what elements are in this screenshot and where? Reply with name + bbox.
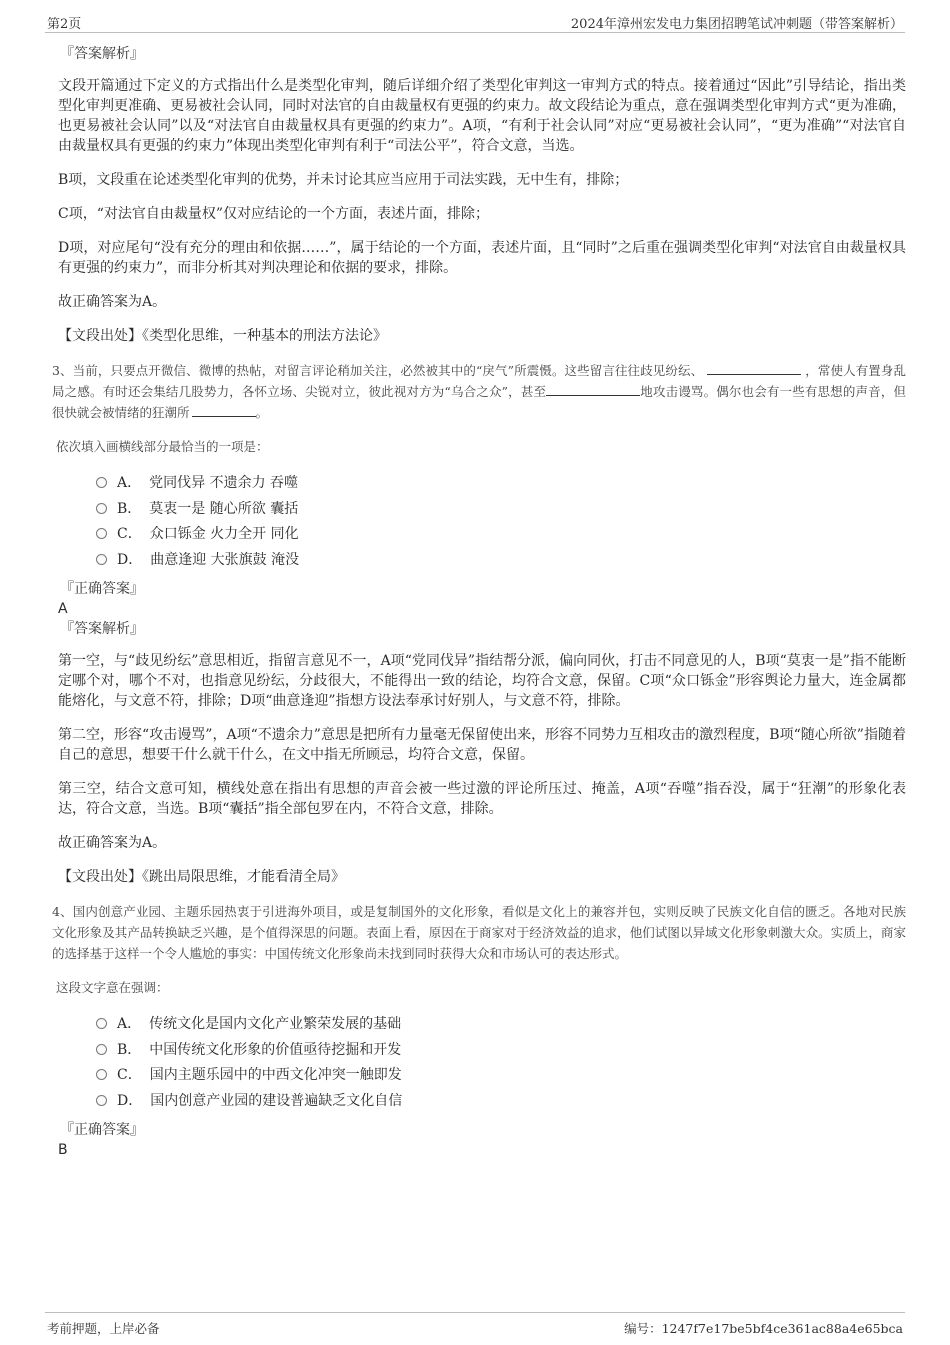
question-4-stem — [52, 901, 906, 964]
radio-icon[interactable] — [96, 554, 107, 565]
answer-options — [96, 1012, 906, 1114]
radio-icon[interactable] — [96, 1069, 107, 1080]
source-citation: 【文段出处】《跳出局限思维，才能看清全局》 — [58, 869, 345, 885]
question-prompt: 这段文字意在强调： — [56, 980, 169, 995]
radio-icon[interactable] — [96, 477, 107, 488]
option-b[interactable]: B． 中国传统文化形象的价值亟待挖掘和开发 — [96, 1038, 906, 1064]
correct-answer: B — [58, 1142, 68, 1158]
option-b[interactable]: B． 莫衷一是 随心所欲 囊括 — [96, 497, 906, 523]
analysis-paragraph: D项，对应尾句“没有充分的理由和依据……”，属于结论的一个方面，表述片面，且“同时”之后重在强调类型化审判“对法官自由裁量权具有更强的约束力”，而非分析其对判决理论和依据的要求，排除。 — [58, 240, 906, 276]
question-3-stem — [52, 360, 906, 423]
question-text: 当前，只要点开微信、微博的热帖，对留言评论稍加关注，必然被其中的“戾气”所震慑。这些留言往往歧见纷纭、 — [72, 363, 704, 378]
fill-blank-1 — [707, 361, 801, 375]
question-number: 3、 — [52, 363, 73, 378]
analysis-paragraph: 文段开篇通过下定义的方式指出什么是类型化审判，随后详细介绍了类型化审判这一审判方式的特点。接着通过“因此”引导结论，指出类型化审判更准确、更易被社会认同，同时对法官的自由裁量权有更强的约束力。故文段结论为重点，意在强调类型化审判方式“更为准确，也更易被社会认同”以及“对法官自由裁量权具有更强的约束力”。A项，“有利于社会认同”对应“更易被社会认同”，“更为准确”“对法官自由裁量权具有更强的约束力”体现出类型化审判有利于“司法公平”，符合文意，当选。 — [58, 78, 906, 154]
question-text: 国内创意产业园、主题乐园热衷于引进海外项目，或是复制国外的文化形象，看似是文化上的兼容并包，实则反映了民族文化自信的匮乏。各地对民族文化形象及其产品转换缺乏兴趣，是个值得深思的问题。表面上看，原因在于商家对于经济效益的追求，他们试图以异域文化形象刺激大众。实质上，商家的选择基于这样一个令人尴尬的事实：中国传统文化形象尚未找到同时获得大众和市场认可的表达形式。 — [52, 904, 906, 961]
question-number: 4、 — [52, 904, 73, 919]
question-text: 地攻击谩骂。偶尔也会有一些有思想的声音，但很快就会被情绪的狂潮所 — [52, 384, 906, 420]
radio-icon[interactable] — [96, 528, 107, 539]
analysis-paragraph: 第二空，形容“攻击谩骂”，A项“不遗余力”意思是把所有力量毫无保留使出来，形容不同势力互相攻击的激烈程度，B项“随心所欲”指随着自己的意思，想要干什么就干什么，在文中指无所顾忌，均符合文意，保留。 — [58, 727, 906, 763]
analysis-paragraph: 第一空，与“歧见纷纭”意思相近，指留言意见不一，A项“党同伐异”指结帮分派，偏向同伙，打击不同意见的人，B项“莫衷一是”指不能断定哪个对，哪个不对，也指意见纷纭，分歧很大，不能得出一致的结论，均符合文意，保留。C项“众口铄金”形容舆论力量大，连金属都能熔化，与文意不符，排除；D项“曲意逢迎”指想方设法奉承讨好别人，与文意不符，排除。 — [58, 653, 906, 709]
radio-icon[interactable] — [96, 503, 107, 514]
page-number: 第2页 — [47, 17, 82, 32]
page-content — [52, 44, 906, 1160]
option-a[interactable]: A． 传统文化是国内文化产业繁荣发展的基础 — [96, 1012, 906, 1038]
conclusion: 故正确答案为A。 — [58, 835, 167, 851]
fill-blank-2 — [546, 382, 640, 396]
radio-icon[interactable] — [96, 1044, 107, 1055]
question-text: 。 — [255, 405, 269, 420]
conclusion: 故正确答案为A。 — [58, 294, 167, 310]
correct-answer: A — [58, 601, 68, 617]
analysis-paragraph: C项，“对法官自由裁量权”仅对应结论的一个方面，表述片面，排除； — [58, 206, 490, 222]
option-c[interactable]: C． 众口铄金 火力全开 同化 — [96, 522, 906, 548]
option-a[interactable]: A． 党同伐异 不遗余力 吞噬 — [96, 471, 906, 497]
question-text: ，常使人有置身乱局之感。有时还会集结几股势力，各怀立场、尖锐对立，彼此视对方为“乌合之众”，甚至 — [52, 363, 906, 399]
analysis-paragraph: 第三空，结合文意可知，横线处意在指出有思想的声音会被一些过激的评论所压过、掩盖，A项“吞噬”指吞没，属于“狂潮”的形象化表达，符合文意，当选。B项“囊括”指全部包罗在内，不符合文意，排除。 — [58, 781, 906, 817]
analysis-label: 『答案解析』 — [60, 621, 144, 637]
radio-icon[interactable] — [96, 1095, 107, 1106]
footer-slogan: 考前押题，上岸必备 — [47, 1321, 160, 1336]
document-title: 2024年漳州宏发电力集团招聘笔试冲刺题（带答案解析） — [570, 17, 903, 32]
option-d[interactable]: D． 曲意逢迎 大张旗鼓 淹没 — [96, 548, 906, 574]
page-header — [45, 10, 905, 33]
analysis-label: 『答案解析』 — [60, 46, 144, 62]
analysis-paragraph: B项，文段重在论述类型化审判的优势，并未讨论其应当应用于司法实践，无中生有，排除； — [58, 172, 629, 188]
fill-blank-3 — [192, 403, 256, 417]
correct-answer-label: 『正确答案』 — [60, 581, 144, 597]
source-citation: 【文段出处】《类型化思维，一种基本的刑法方法论》 — [58, 328, 387, 344]
option-d[interactable]: D． 国内创意产业园的建设普遍缺乏文化自信 — [96, 1089, 906, 1115]
answer-options — [96, 471, 906, 573]
correct-answer-label: 『正确答案』 — [60, 1122, 144, 1138]
question-prompt: 依次填入画横线部分最恰当的一项是： — [56, 439, 269, 454]
option-c[interactable]: C． 国内主题乐园中的中西文化冲突一触即发 — [96, 1063, 906, 1089]
document-id: 编号：1247f7e17be5bf4ce361ac88a4e65bca — [624, 1321, 903, 1336]
page-footer — [45, 1312, 905, 1339]
radio-icon[interactable] — [96, 1018, 107, 1029]
